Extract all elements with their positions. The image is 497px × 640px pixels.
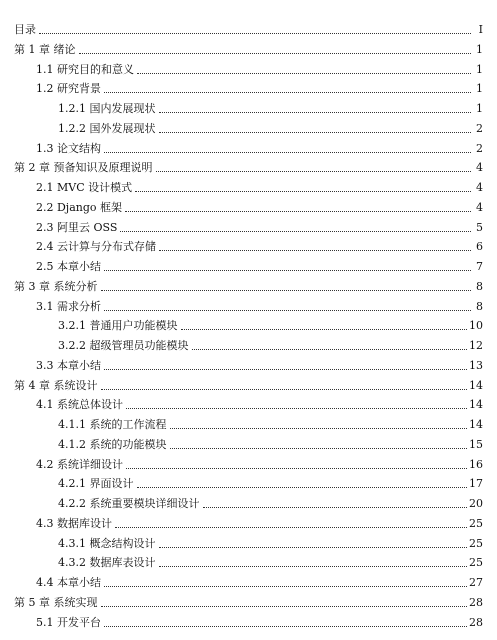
toc-entry-title: 1.2.1 国内发展现状 (58, 102, 156, 115)
toc-entry[interactable] (0, 571, 497, 590)
toc-page-number: 5 (476, 220, 483, 234)
toc-entry-title: 4.2.2 系统重要模块详细设计 (58, 497, 200, 510)
toc-dot-leader (137, 73, 471, 74)
toc-dot-leader (192, 349, 468, 350)
toc-entry[interactable] (0, 77, 497, 96)
toc-page-number: 13 (469, 358, 483, 372)
toc-entry[interactable] (0, 18, 497, 37)
toc-dot-leader (104, 92, 471, 93)
toc-dot-leader (101, 606, 468, 607)
toc-page-number: I (478, 23, 483, 36)
toc-dot-leader (104, 152, 471, 153)
toc-page-number: 4 (476, 161, 483, 175)
toc-entry[interactable] (0, 591, 497, 610)
toc-entry[interactable] (0, 255, 497, 274)
toc-page-number: 14 (469, 418, 483, 431)
toc-page-number: 2 (476, 121, 483, 135)
toc-entry[interactable] (0, 196, 497, 215)
toc-dot-leader (159, 132, 472, 133)
toc-entry-title: 2.5 本章小结 (36, 260, 101, 273)
toc-entry-title: 3.2.2 超级管理员功能模块 (58, 339, 189, 352)
toc-dot-leader (104, 586, 467, 587)
toc-entry-title: 3.1 需求分析 (36, 299, 101, 313)
toc-page-number: 25 (469, 516, 483, 530)
toc-page-number: 16 (469, 457, 483, 471)
toc-page-number: 7 (476, 260, 483, 273)
toc-entry-title: 4.1.1 系统的工作流程 (58, 418, 167, 431)
toc-page-number: 28 (469, 615, 483, 629)
toc-entry[interactable] (0, 512, 497, 531)
toc-page-number: 8 (476, 299, 483, 313)
toc-dot-leader (104, 369, 467, 370)
toc-entry[interactable] (0, 532, 497, 551)
toc-entry-title: 4.3.1 概念结构设计 (58, 536, 156, 550)
toc-page-number: 27 (469, 576, 483, 589)
toc-entry[interactable] (0, 97, 497, 116)
toc-entry[interactable] (0, 314, 497, 333)
toc-entry-title: 2.4 云计算与分布式存储 (36, 240, 156, 254)
toc-dot-leader (159, 250, 471, 251)
toc-page-number: 12 (469, 339, 483, 352)
toc-page-number: 25 (469, 536, 483, 550)
toc-dot-leader (101, 290, 472, 291)
toc-entry[interactable] (0, 492, 497, 511)
toc-entry-title: 第 2 章 预备知识及原理说明 (14, 161, 153, 175)
toc-entry-title: 2.2 Django 框架 (36, 200, 123, 214)
toc-page-number: 1 (476, 102, 483, 115)
toc-entry-title: 4.3.2 数据库表设计 (58, 556, 156, 570)
toc-entry[interactable] (0, 393, 497, 412)
toc-page-number: 25 (469, 556, 483, 570)
toc-entry-title: 目录 (14, 23, 36, 36)
toc-page-number: 14 (469, 398, 483, 412)
toc-dot-leader (156, 171, 472, 172)
toc-dot-leader (115, 527, 467, 528)
toc-entry-title: 4.3 数据库设计 (36, 516, 112, 530)
toc-entry-title: 4.1.2 系统的功能模块 (58, 437, 167, 451)
toc-entry[interactable] (0, 413, 497, 432)
toc-entry-title: 1.3 论文结构 (36, 141, 101, 155)
toc-entry[interactable] (0, 176, 497, 195)
toc-entry[interactable] (0, 58, 497, 77)
toc-entry-title: 第 3 章 系统分析 (14, 279, 98, 293)
toc-entry-title: 5.1 开发平台 (36, 615, 101, 629)
toc-page-number: 10 (469, 319, 483, 333)
toc-dot-leader (170, 428, 468, 429)
toc-entry[interactable] (0, 611, 497, 630)
toc-page-number: 6 (476, 240, 483, 254)
toc-entry[interactable] (0, 551, 497, 570)
toc-entry[interactable] (0, 275, 497, 294)
toc-entry-title: 第 4 章 系统设计 (14, 378, 98, 392)
toc-dot-leader (159, 547, 468, 548)
toc-entry[interactable] (0, 374, 497, 393)
toc-dot-leader (126, 468, 467, 469)
toc-entry-title: 2.1 MVC 设计模式 (36, 181, 133, 194)
toc-page-number: 28 (469, 595, 483, 609)
toc-entry-title: 1.2 研究背景 (36, 82, 101, 96)
toc-entry-title: 1.2.2 国外发展现状 (58, 121, 156, 135)
toc-dot-leader (104, 626, 467, 627)
toc-entry-title: 4.4 本章小结 (36, 576, 101, 589)
toc-entry[interactable] (0, 295, 497, 314)
toc-dot-leader (39, 33, 471, 34)
toc-dot-leader (137, 487, 468, 488)
toc-entry[interactable] (0, 235, 497, 254)
toc-page-number: 15 (469, 437, 483, 451)
toc-dot-leader (135, 191, 471, 192)
toc-dot-leader (79, 53, 472, 54)
toc-entry-title: 3.2.1 普通用户功能模块 (58, 319, 178, 333)
toc-entry[interactable] (0, 453, 497, 472)
toc-dot-leader (120, 231, 471, 232)
toc-entry[interactable] (0, 216, 497, 235)
toc-entry[interactable] (0, 334, 497, 353)
toc-page-number: 14 (469, 378, 483, 392)
toc-page-number: 4 (476, 200, 483, 214)
toc-entry-title: 4.2 系统详细设计 (36, 457, 123, 471)
toc-dot-leader (159, 112, 472, 113)
toc-dot-leader (170, 448, 468, 449)
toc-entry-title: 1.1 研究目的和意义 (36, 62, 134, 76)
toc-page-number: 20 (469, 497, 483, 510)
toc-page-number: 8 (476, 279, 483, 293)
toc-entry-title: 3.3 本章小结 (36, 358, 101, 372)
toc-entry[interactable] (0, 354, 497, 373)
toc-dot-leader (203, 507, 468, 508)
toc-dot-leader (159, 566, 468, 567)
toc-dot-leader (181, 329, 468, 330)
toc-entry[interactable] (0, 472, 497, 491)
toc-entry[interactable] (0, 156, 497, 175)
toc-entry-title: 第 5 章 系统实现 (14, 595, 98, 609)
toc-entry[interactable] (0, 433, 497, 452)
toc-page-number: 1 (476, 62, 483, 76)
toc-entry[interactable] (0, 117, 497, 136)
toc-dot-leader (104, 310, 471, 311)
toc-entry[interactable] (0, 38, 497, 57)
toc-entry-title: 4.1 系统总体设计 (36, 398, 123, 412)
toc-page-number: 1 (476, 42, 483, 56)
toc-page-number: 2 (476, 141, 483, 155)
toc-entry[interactable] (0, 137, 497, 156)
toc-dot-leader (104, 270, 471, 271)
toc-entry-title: 4.2.1 界面设计 (58, 477, 134, 491)
toc-page-number: 4 (476, 181, 483, 194)
toc-dot-leader (101, 389, 468, 390)
toc-entry-title: 2.3 阿里云 OSS (36, 220, 118, 234)
toc-page-number: 17 (469, 477, 483, 491)
toc-dot-leader (125, 211, 471, 212)
toc-dot-leader (126, 408, 467, 409)
toc-entry-title: 第 1 章 绪论 (14, 42, 76, 56)
toc-page-number: 1 (476, 82, 483, 96)
